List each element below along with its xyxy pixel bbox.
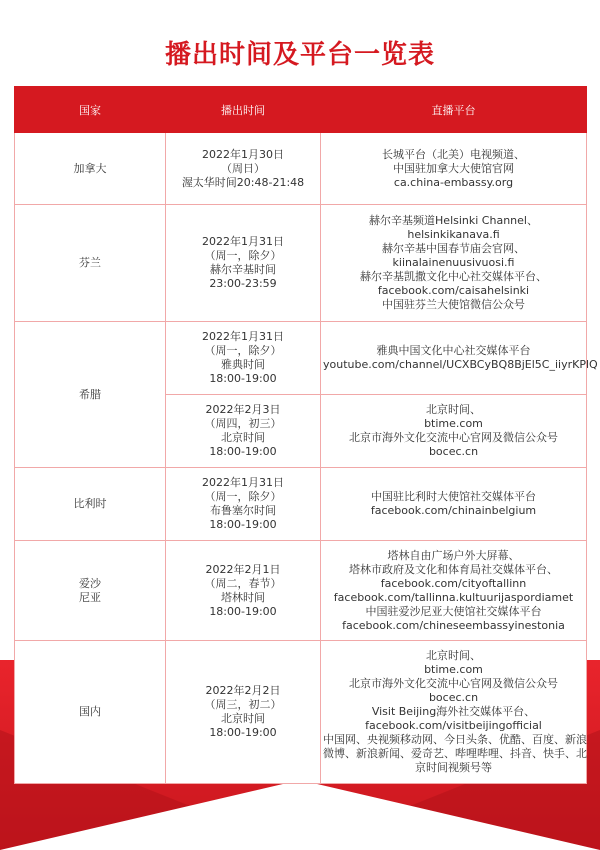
platform-cell [321, 133, 587, 205]
platform-line: facebook.com/caisahelsinki [377, 284, 530, 297]
platform-line: Visit Beijing海外社交媒体平台、 [371, 705, 536, 718]
platform-line: facebook.com/tallinna.kultuurijaspordiamet [333, 590, 574, 604]
time-line: 2022年1月31日 [202, 235, 284, 248]
header-platform: 直播平台 [321, 87, 587, 133]
platform-line: bocec.cn [428, 691, 479, 704]
time-line: （周一，除夕） [204, 249, 282, 262]
time-cell [166, 468, 321, 541]
platform-line: helsinkikanava.fi [407, 228, 500, 241]
time-cell [166, 541, 321, 641]
platform-line: btime.com [424, 663, 483, 676]
country-cell: 加拿大 [15, 133, 166, 205]
platform-line: 中国驻比利时大使馆社交媒体平台 [371, 490, 536, 503]
platform-line: facebook.com/cityoftallinn [380, 576, 527, 590]
country-cell: 芬兰 [15, 205, 166, 322]
time-line: 18:00-19:00 [209, 604, 277, 618]
time-line: 北京时间 [221, 712, 265, 725]
platform-line: 中国驻爱沙尼亚大使馆社交媒体平台 [365, 604, 542, 618]
time-cell [166, 395, 321, 468]
time-line: （周日） [221, 161, 265, 175]
platform-cell [321, 395, 587, 468]
time-line: 2022年2月2日 [205, 684, 281, 697]
table-row [15, 322, 587, 395]
schedule-table [14, 86, 598, 784]
platform-line: bocec.cn [428, 445, 479, 458]
table-row [15, 641, 587, 784]
time-line: 18:00-19:00 [209, 518, 277, 531]
table-row [15, 541, 587, 641]
platform-cell [321, 468, 587, 541]
time-line: 塔林时间 [221, 590, 265, 604]
time-line: 渥太华时间20:48-21:48 [181, 175, 305, 189]
time-line: 18:00-19:00 [209, 372, 277, 385]
platform-line: ca.china-embassy.org [393, 175, 514, 189]
platform-line: 塔林自由广场户外大屏幕、 [387, 548, 520, 562]
header-time: 播出时间 [166, 87, 321, 133]
country-cell [15, 541, 166, 641]
country-line: 爱沙 [79, 576, 101, 590]
platform-line: facebook.com/chineseembassyinestonia [342, 618, 565, 632]
platform-line: 北京时间、 [426, 403, 481, 416]
table-row [15, 133, 587, 205]
platform-line: 中国驻芬兰大使馆微信公众号 [382, 298, 525, 311]
time-line: 2022年1月31日 [202, 330, 284, 343]
platform-cell [321, 641, 587, 784]
time-cell [166, 322, 321, 395]
platform-line: 雅典中国文化中心社交媒体平台 [376, 344, 531, 357]
platform-line: 微博、新浪新闻、爱奇艺、哔哩哔哩、抖音、快手、北 [323, 747, 587, 760]
table-header-row [15, 87, 587, 133]
header-country: 国家 [15, 87, 166, 133]
platform-line: youtube.com/channel/UCXBCyBQ8BjEl5C_iiyrKPlQ [323, 358, 598, 371]
page-title: 播出时间及平台一览表 [164, 40, 435, 70]
time-cell [166, 641, 321, 784]
time-line: 18:00-19:00 [209, 726, 277, 739]
platform-line: 塔林市政府及文化和体育局社交媒体平台、 [349, 562, 558, 576]
time-cell [166, 133, 321, 205]
time-line: 雅典时间 [221, 358, 265, 371]
footer-white-wedge [0, 780, 600, 850]
time-line: （周二，春节） [204, 576, 282, 590]
time-line: 北京时间 [221, 431, 265, 444]
time-line: 2022年1月31日 [202, 476, 284, 489]
time-line: （周三，初二） [204, 698, 282, 711]
platform-line: 中国驻加拿大大使馆官网 [393, 161, 514, 175]
platform-line: facebook.com/chinainbelgium [370, 504, 537, 517]
country-cell: 希腊 [15, 322, 166, 468]
platform-line: facebook.com/visitbeijingofficial [365, 719, 542, 732]
platform-cell [321, 205, 587, 322]
platform-line: 赫尔辛基中国春节庙会官网、 [382, 242, 525, 255]
time-cell [166, 205, 321, 322]
platform-line: 赫尔辛基凯撒文化中心社交媒体平台、 [360, 270, 547, 283]
time-line: 23:00-23:59 [209, 277, 277, 290]
platform-line: btime.com [424, 417, 483, 430]
platform-line: kiinalainenuusivuosi.fi [392, 256, 515, 269]
country-line: 尼亚 [79, 590, 101, 604]
country-cell: 国内 [15, 641, 166, 784]
platform-line: 北京市海外文化交流中心官网及微信公众号 [349, 431, 558, 444]
time-line: 18:00-19:00 [209, 445, 277, 458]
table-row [15, 468, 587, 541]
country-cell: 比利时 [15, 468, 166, 541]
schedule-table-container [14, 86, 598, 784]
time-line: 布鲁塞尔时间 [210, 504, 276, 517]
time-line: （周一，除夕） [204, 344, 282, 357]
time-line: 2022年2月3日 [205, 403, 281, 416]
time-line: （周一，除夕） [204, 490, 282, 503]
platform-line: 长城平台（北美）电视频道、 [382, 147, 525, 161]
time-line: 2022年2月1日 [205, 562, 281, 576]
platform-line: 赫尔辛基频道Helsinki Channel、 [369, 214, 538, 227]
platform-cell [321, 541, 587, 641]
platform-line: 北京市海外文化交流中心官网及微信公众号 [349, 677, 558, 690]
time-line: （周四，初三） [204, 417, 282, 430]
platform-line: 北京时间、 [426, 649, 481, 662]
platform-cell [321, 322, 598, 395]
platform-line: 中国网、央视频移动网、今日头条、优酷、百度、新浪 [323, 733, 587, 746]
table-row [15, 205, 587, 322]
time-line: 2022年1月30日 [202, 147, 284, 161]
platform-line: 京时间视频号等 [415, 761, 492, 774]
time-line: 赫尔辛基时间 [210, 263, 276, 276]
